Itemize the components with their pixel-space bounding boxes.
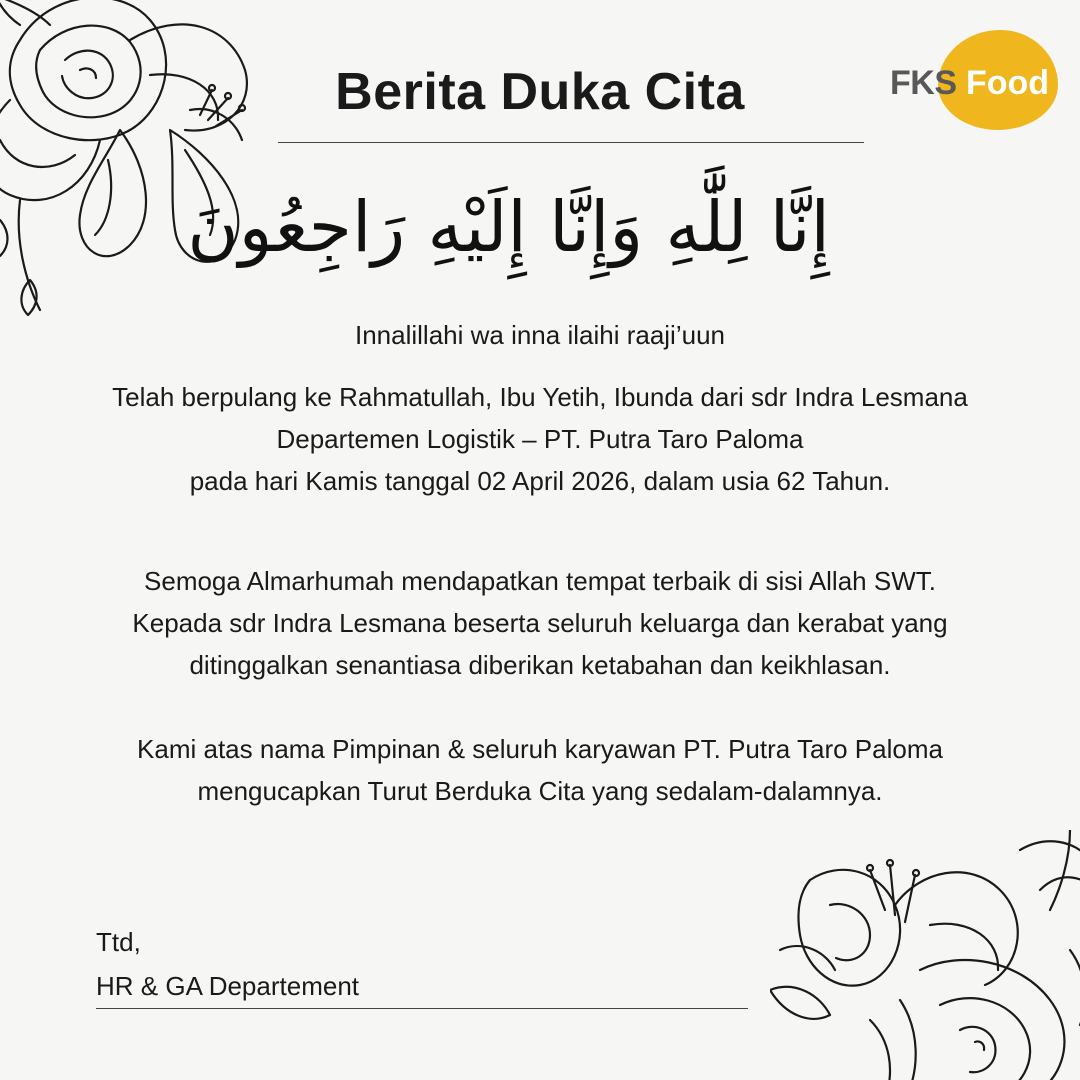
signature-divider [96,1008,748,1009]
signature-block [96,920,359,1008]
prayer-paragraph [40,560,1040,686]
condolence-line: mengucapkan Turut Berduka Cita yang sedalam-dalamnya. [197,776,883,806]
page-title: Berita Duka Cita [335,63,745,121]
signature-department: HR & GA Departement [96,971,359,1001]
logo-food-text: Food [966,64,1050,102]
announcement-paragraph [40,376,1040,502]
flower-top-left-icon [0,0,280,340]
announcement-line: Telah berpulang ke Rahmatullah, Ibu Yetih, Ibunda dari sdr Indra Lesmana [112,382,968,412]
signature-ttd: Ttd, [96,927,141,957]
condolence-paragraph [40,728,1040,812]
transliteration: Innalillahi wa inna ilaihi raaji’uun [354,320,725,350]
prayer-line: ditinggalkan senantiasa diberikan ketabahan dan keikhlasan. [189,650,891,680]
prayer-line: Kepada sdr Indra Lesmana beserta seluruh keluarga dan kerabat yang [132,608,948,638]
announcement-line: pada hari Kamis tanggal 02 April 2026, dalam usia 62 Tahun. [189,466,891,496]
logo-fks-text: FKS [890,64,957,102]
flower-bottom-right-icon [770,830,1080,1080]
announcement-line: Departemen Logistik – PT. Putra Taro Paloma [276,424,804,454]
fks-food-logo [888,28,1058,132]
prayer-line: Semoga Almarhumah mendapatkan tempat terbaik di sisi Allah SWT. [144,566,936,596]
condolence-line: Kami atas nama Pimpinan & seluruh karyawan PT. Putra Taro Paloma [137,734,943,764]
title-divider [278,142,864,143]
arabic-calligraphy: إِنَّا لِلَّٰهِ وَإِنَّا إِلَيْهِ رَاجِعُونَ [187,186,830,268]
